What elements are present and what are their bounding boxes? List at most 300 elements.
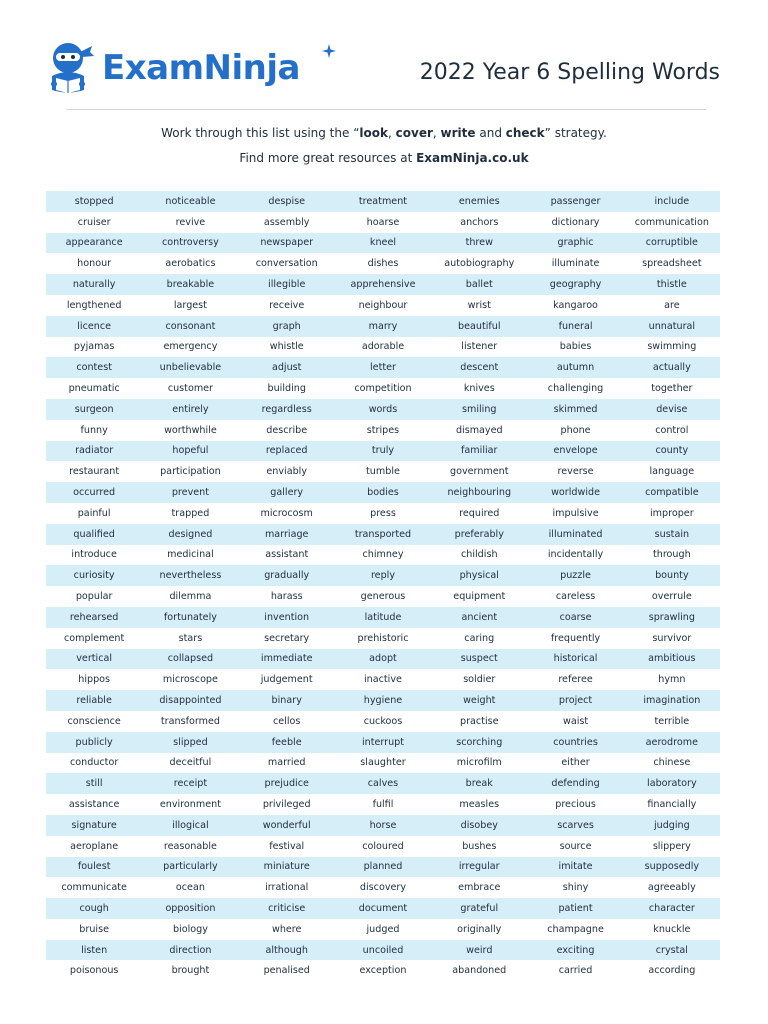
word-cell: include	[624, 191, 720, 212]
word-cell: trapped	[142, 503, 238, 524]
word-cell: noticeable	[142, 191, 238, 212]
word-cell: hoarse	[335, 212, 431, 233]
word-cell: coarse	[527, 607, 623, 628]
word-cell: particularly	[142, 857, 238, 878]
word-cell: gradually	[239, 565, 335, 586]
word-cell: impulsive	[527, 503, 623, 524]
word-cell: gallery	[239, 482, 335, 503]
word-cell: together	[624, 378, 720, 399]
word-cell: ocean	[142, 877, 238, 898]
word-cell: opposition	[142, 898, 238, 919]
word-cell: planned	[335, 857, 431, 878]
word-cell: irregular	[431, 857, 527, 878]
word-cell: improper	[624, 503, 720, 524]
table-row	[46, 815, 720, 836]
word-cell: foulest	[46, 857, 142, 878]
table-row	[46, 586, 720, 607]
word-cell: microfilm	[431, 753, 527, 774]
table-row	[46, 732, 720, 753]
word-cell: fortunately	[142, 607, 238, 628]
word-cell: medicinal	[142, 545, 238, 566]
word-cell: challenging	[527, 378, 623, 399]
word-cell: skimmed	[527, 399, 623, 420]
conjunction: and	[475, 126, 506, 140]
word-cell: calves	[335, 773, 431, 794]
word-cell: microscope	[142, 669, 238, 690]
word-cell: cuckoos	[335, 711, 431, 732]
word-cell: overrule	[624, 586, 720, 607]
word-cell: listen	[46, 940, 142, 961]
word-cell: judged	[335, 919, 431, 940]
word-cell: imagination	[624, 690, 720, 711]
word-cell: whistle	[239, 337, 335, 358]
word-cell: privileged	[239, 794, 335, 815]
word-cell: kneel	[335, 233, 431, 254]
word-cell: festival	[239, 836, 335, 857]
word-cell: document	[335, 898, 431, 919]
word-cell: tumble	[335, 461, 431, 482]
word-cell: stars	[142, 628, 238, 649]
spelling-word-table	[46, 191, 720, 981]
word-cell: judgement	[239, 669, 335, 690]
word-cell: aeroplane	[46, 836, 142, 857]
table-row	[46, 316, 720, 337]
word-cell: transported	[335, 524, 431, 545]
word-cell: receipt	[142, 773, 238, 794]
word-cell: break	[431, 773, 527, 794]
word-cell: exciting	[527, 940, 623, 961]
word-cell: uncoiled	[335, 940, 431, 961]
word-cell: funeral	[527, 316, 623, 337]
word-cell: passenger	[527, 191, 623, 212]
word-cell: assembly	[239, 212, 335, 233]
word-cell: language	[624, 461, 720, 482]
word-cell: adopt	[335, 649, 431, 670]
word-cell: kangaroo	[527, 295, 623, 316]
word-cell: childish	[431, 545, 527, 566]
word-cell: truly	[335, 441, 431, 462]
word-cell: county	[624, 441, 720, 462]
word-cell: invention	[239, 607, 335, 628]
word-cell: neighbour	[335, 295, 431, 316]
word-cell: although	[239, 940, 335, 961]
word-cell: funny	[46, 420, 142, 441]
page-header	[0, 0, 768, 110]
word-cell: babies	[527, 337, 623, 358]
word-cell: actually	[624, 357, 720, 378]
word-cell: worldwide	[527, 482, 623, 503]
word-cell: qualified	[46, 524, 142, 545]
word-cell: slaughter	[335, 753, 431, 774]
word-cell: entirely	[142, 399, 238, 420]
word-cell: champagne	[527, 919, 623, 940]
table-row	[46, 565, 720, 586]
word-cell: nevertheless	[142, 565, 238, 586]
word-cell: disobey	[431, 815, 527, 836]
word-cell: reliable	[46, 690, 142, 711]
word-cell: environment	[142, 794, 238, 815]
table-row	[46, 877, 720, 898]
word-cell: words	[335, 399, 431, 420]
word-cell: prejudice	[239, 773, 335, 794]
word-cell: abandoned	[431, 960, 527, 981]
table-row	[46, 753, 720, 774]
word-cell: agreeably	[624, 877, 720, 898]
word-cell: collapsed	[142, 649, 238, 670]
word-cell: required	[431, 503, 527, 524]
word-cell: physical	[431, 565, 527, 586]
table-row	[46, 191, 720, 212]
word-cell: dismayed	[431, 420, 527, 441]
word-cell: describe	[239, 420, 335, 441]
word-cell: reverse	[527, 461, 623, 482]
word-cell: participation	[142, 461, 238, 482]
word-cell: descent	[431, 357, 527, 378]
word-cell: project	[527, 690, 623, 711]
word-cell: slippery	[624, 836, 720, 857]
word-cell: patient	[527, 898, 623, 919]
word-cell: adorable	[335, 337, 431, 358]
word-cell: miniature	[239, 857, 335, 878]
word-cell: unnatural	[624, 316, 720, 337]
table-row	[46, 628, 720, 649]
shuriken-icon	[322, 44, 336, 58]
word-cell: compatible	[624, 482, 720, 503]
word-cell: carried	[527, 960, 623, 981]
word-cell: surgeon	[46, 399, 142, 420]
word-cell: government	[431, 461, 527, 482]
word-cell: judging	[624, 815, 720, 836]
word-cell: competition	[335, 378, 431, 399]
instruction-line	[0, 126, 768, 140]
table-row	[46, 607, 720, 628]
table-row	[46, 357, 720, 378]
resources-prefix: Find more great resources at	[239, 151, 417, 165]
word-cell: biology	[142, 919, 238, 940]
word-cell: corruptible	[624, 233, 720, 254]
word-cell: originally	[431, 919, 527, 940]
word-cell: cruiser	[46, 212, 142, 233]
word-cell: swimming	[624, 337, 720, 358]
word-cell: envelope	[527, 441, 623, 462]
word-cell: coloured	[335, 836, 431, 857]
word-cell: transformed	[142, 711, 238, 732]
word-cell: communication	[624, 212, 720, 233]
word-cell: enemies	[431, 191, 527, 212]
word-cell: hymn	[624, 669, 720, 690]
word-cell: enviably	[239, 461, 335, 482]
word-cell: vertical	[46, 649, 142, 670]
word-cell: referee	[527, 669, 623, 690]
word-cell: worthwhile	[142, 420, 238, 441]
word-cell: apprehensive	[335, 274, 431, 295]
separator: ,	[388, 126, 396, 140]
word-cell: married	[239, 753, 335, 774]
word-cell: newspaper	[239, 233, 335, 254]
word-cell: weight	[431, 690, 527, 711]
word-cell: geography	[527, 274, 623, 295]
word-cell: ambitious	[624, 649, 720, 670]
word-cell: incidentally	[527, 545, 623, 566]
table-row	[46, 482, 720, 503]
table-row	[46, 524, 720, 545]
word-cell: cough	[46, 898, 142, 919]
word-cell: revive	[142, 212, 238, 233]
word-cell: beautiful	[431, 316, 527, 337]
header-divider	[66, 109, 706, 110]
word-cell: largest	[142, 295, 238, 316]
word-cell: marriage	[239, 524, 335, 545]
word-cell: smiling	[431, 399, 527, 420]
word-cell: hopeful	[142, 441, 238, 462]
word-cell: historical	[527, 649, 623, 670]
word-cell: scorching	[431, 732, 527, 753]
word-cell: dictionary	[527, 212, 623, 233]
word-cell: thistle	[624, 274, 720, 295]
word-cell: bodies	[335, 482, 431, 503]
word-cell: practise	[431, 711, 527, 732]
word-cell: conscience	[46, 711, 142, 732]
word-cell: secretary	[239, 628, 335, 649]
word-cell: criticise	[239, 898, 335, 919]
word-cell: feeble	[239, 732, 335, 753]
keyword-look: look	[359, 126, 389, 140]
word-cell: penalised	[239, 960, 335, 981]
resources-line	[0, 151, 768, 165]
word-cell: precious	[527, 794, 623, 815]
keyword-write: write	[440, 126, 476, 140]
word-cell: inactive	[335, 669, 431, 690]
table-row	[46, 711, 720, 732]
logo-wordmark: ExamNinja	[102, 48, 300, 88]
word-cell: wrist	[431, 295, 527, 316]
word-cell: autumn	[527, 357, 623, 378]
word-cell: laboratory	[624, 773, 720, 794]
word-cell: countries	[527, 732, 623, 753]
word-cell: puzzle	[527, 565, 623, 586]
word-cell: replaced	[239, 441, 335, 462]
word-cell: reasonable	[142, 836, 238, 857]
table-row	[46, 919, 720, 940]
word-cell: spreadsheet	[624, 253, 720, 274]
word-cell: deceitful	[142, 753, 238, 774]
word-cell: breakable	[142, 274, 238, 295]
word-cell: threw	[431, 233, 527, 254]
word-cell: aerobatics	[142, 253, 238, 274]
word-cell: adjust	[239, 357, 335, 378]
instruction-suffix: ” strategy.	[544, 126, 607, 140]
word-cell: occurred	[46, 482, 142, 503]
word-cell: unbelievable	[142, 357, 238, 378]
word-cell: customer	[142, 378, 238, 399]
table-row	[46, 690, 720, 711]
word-cell: hygiene	[335, 690, 431, 711]
word-cell: terrible	[624, 711, 720, 732]
word-cell: appearance	[46, 233, 142, 254]
word-cell: communicate	[46, 877, 142, 898]
word-cell: ballet	[431, 274, 527, 295]
table-row	[46, 399, 720, 420]
word-cell: preferably	[431, 524, 527, 545]
word-cell: introduce	[46, 545, 142, 566]
word-cell: hippos	[46, 669, 142, 690]
word-cell: weird	[431, 940, 527, 961]
word-cell: bounty	[624, 565, 720, 586]
word-cell: graph	[239, 316, 335, 337]
word-cell: prevent	[142, 482, 238, 503]
word-cell: prehistoric	[335, 628, 431, 649]
table-row	[46, 503, 720, 524]
word-cell: anchors	[431, 212, 527, 233]
word-cell: grateful	[431, 898, 527, 919]
word-cell: microcosm	[239, 503, 335, 524]
word-cell: signature	[46, 815, 142, 836]
word-cell: rehearsed	[46, 607, 142, 628]
word-cell: devise	[624, 399, 720, 420]
word-cell: measles	[431, 794, 527, 815]
table-row	[46, 233, 720, 254]
word-cell: waist	[527, 711, 623, 732]
table-row	[46, 940, 720, 961]
word-cell: conductor	[46, 753, 142, 774]
word-cell: pneumatic	[46, 378, 142, 399]
word-cell: suspect	[431, 649, 527, 670]
word-cell: familiar	[431, 441, 527, 462]
word-cell: through	[624, 545, 720, 566]
word-cell: soldier	[431, 669, 527, 690]
word-cell: illogical	[142, 815, 238, 836]
word-cell: assistant	[239, 545, 335, 566]
word-cell: treatment	[335, 191, 431, 212]
word-cell: chimney	[335, 545, 431, 566]
word-cell: stopped	[46, 191, 142, 212]
table-row	[46, 212, 720, 233]
word-cell: control	[624, 420, 720, 441]
table-row	[46, 898, 720, 919]
word-cell: publicly	[46, 732, 142, 753]
word-cell: illuminate	[527, 253, 623, 274]
table-row	[46, 274, 720, 295]
word-cell: character	[624, 898, 720, 919]
word-cell: dishes	[335, 253, 431, 274]
page-title: 2022 Year 6 Spelling Words	[419, 60, 720, 85]
word-cell: scarves	[527, 815, 623, 836]
word-cell: survivor	[624, 628, 720, 649]
word-cell: regardless	[239, 399, 335, 420]
word-cell: wonderful	[239, 815, 335, 836]
table-row	[46, 794, 720, 815]
word-cell: marry	[335, 316, 431, 337]
word-cell: ancient	[431, 607, 527, 628]
word-cell: assistance	[46, 794, 142, 815]
word-cell: designed	[142, 524, 238, 545]
word-cell: generous	[335, 586, 431, 607]
word-cell: bushes	[431, 836, 527, 857]
word-cell: phone	[527, 420, 623, 441]
word-cell: aerodrome	[624, 732, 720, 753]
examninja-logo[interactable]	[46, 40, 300, 96]
word-cell: slipped	[142, 732, 238, 753]
table-row	[46, 857, 720, 878]
word-cell: restaurant	[46, 461, 142, 482]
word-cell: complement	[46, 628, 142, 649]
word-cell: careless	[527, 586, 623, 607]
word-cell: disappointed	[142, 690, 238, 711]
word-cell: equipment	[431, 586, 527, 607]
word-cell: chinese	[624, 753, 720, 774]
word-cell: harass	[239, 586, 335, 607]
word-cell: poisonous	[46, 960, 142, 981]
table-row	[46, 773, 720, 794]
word-cell: autobiography	[431, 253, 527, 274]
word-cell: neighbouring	[431, 482, 527, 503]
word-cell: knuckle	[624, 919, 720, 940]
word-cell: sustain	[624, 524, 720, 545]
table-row	[46, 337, 720, 358]
word-cell: interrupt	[335, 732, 431, 753]
table-row	[46, 545, 720, 566]
word-cell: source	[527, 836, 623, 857]
word-cell: dilemma	[142, 586, 238, 607]
word-cell: where	[239, 919, 335, 940]
word-cell: supposedly	[624, 857, 720, 878]
word-cell: exception	[335, 960, 431, 981]
word-cell: frequently	[527, 628, 623, 649]
word-cell: emergency	[142, 337, 238, 358]
word-cell: contest	[46, 357, 142, 378]
table-row	[46, 461, 720, 482]
word-cell: honour	[46, 253, 142, 274]
word-cell: receive	[239, 295, 335, 316]
keyword-cover: cover	[395, 126, 433, 140]
table-row	[46, 669, 720, 690]
word-cell: letter	[335, 357, 431, 378]
table-row	[46, 295, 720, 316]
table-row	[46, 253, 720, 274]
word-cell: graphic	[527, 233, 623, 254]
word-cell: press	[335, 503, 431, 524]
word-cell: according	[624, 960, 720, 981]
word-cell: naturally	[46, 274, 142, 295]
word-cell: still	[46, 773, 142, 794]
word-cell: binary	[239, 690, 335, 711]
word-cell: latitude	[335, 607, 431, 628]
word-cell: reply	[335, 565, 431, 586]
word-cell: lengthened	[46, 295, 142, 316]
word-cell: radiator	[46, 441, 142, 462]
word-cell: caring	[431, 628, 527, 649]
word-cell: knives	[431, 378, 527, 399]
table-row	[46, 649, 720, 670]
word-cell: licence	[46, 316, 142, 337]
word-cell: either	[527, 753, 623, 774]
word-cell: illuminated	[527, 524, 623, 545]
word-cell: illegible	[239, 274, 335, 295]
resources-link[interactable]: ExamNinja.co.uk	[416, 151, 529, 165]
word-cell: brought	[142, 960, 238, 981]
ninja-mascot-icon	[46, 40, 96, 96]
word-cell: irrational	[239, 877, 335, 898]
word-cell: embrace	[431, 877, 527, 898]
word-cell: imitate	[527, 857, 623, 878]
word-cell: despise	[239, 191, 335, 212]
word-cell: shiny	[527, 877, 623, 898]
word-cell: horse	[335, 815, 431, 836]
word-cell: sprawling	[624, 607, 720, 628]
word-cell: crystal	[624, 940, 720, 961]
word-cell: painful	[46, 503, 142, 524]
table-row	[46, 378, 720, 399]
